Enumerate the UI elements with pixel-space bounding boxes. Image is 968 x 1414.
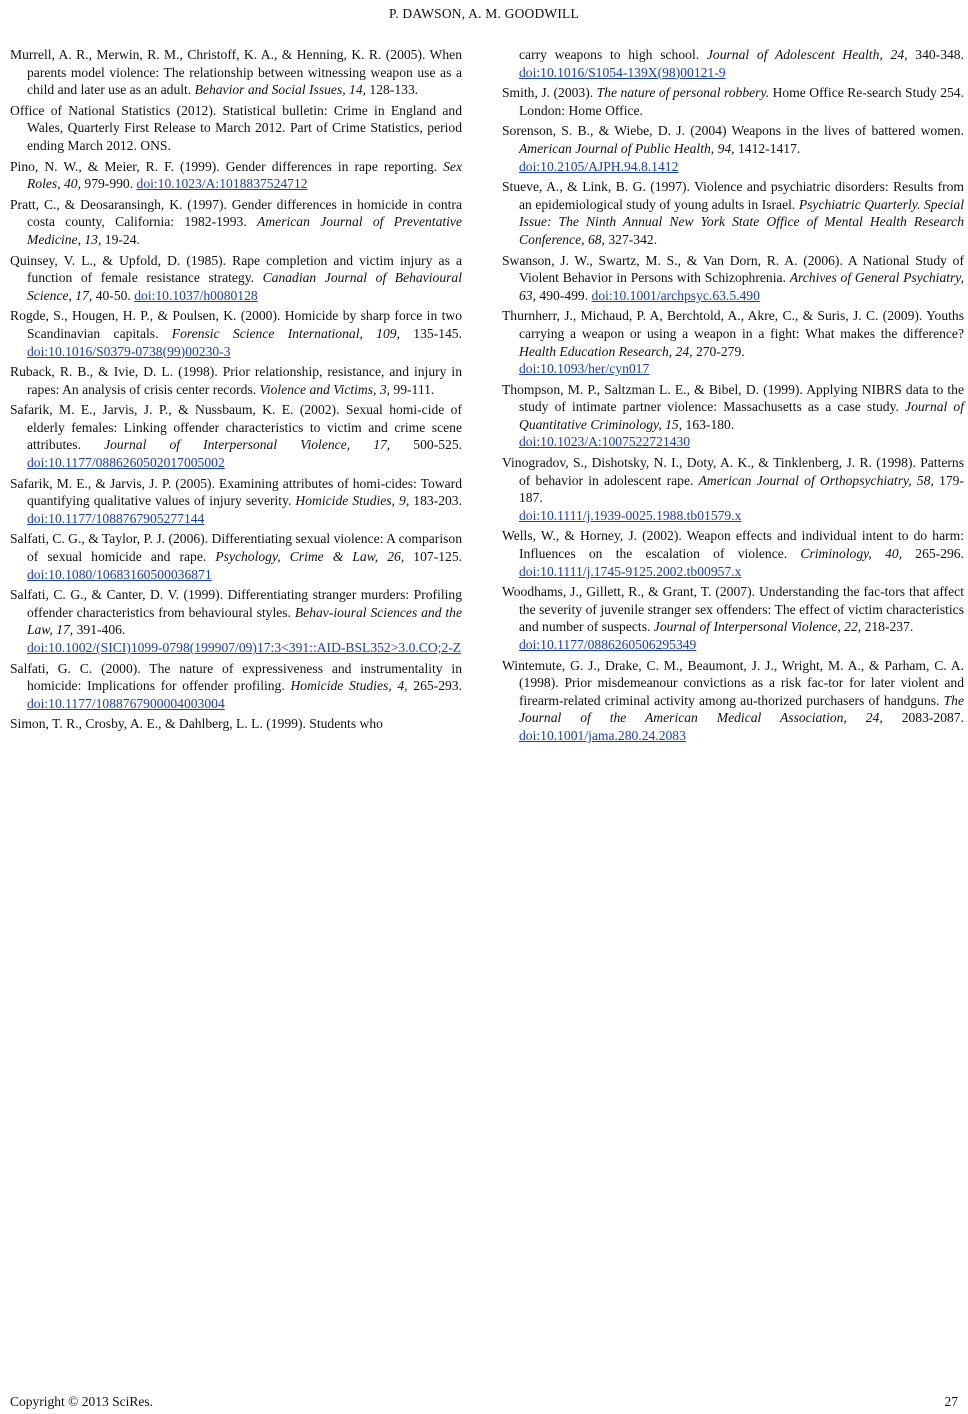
reference-entry: Ruback, R. B., & Ivie, D. L. (1998). Prior relationship, resistance, and injury in rapes: An analysis of crisis center records. Violence and Victims, 3, 99-111.	[10, 364, 462, 397]
copyright-notice: Copyright © 2013 SciRes.	[10, 1394, 154, 1409]
page-number: 27	[944, 1394, 958, 1409]
reference-entry: Quinsey, V. L., & Upfold, D. (1985). Rape completion and victim injury as a function of female resistance strategy. Canadian Journal of Behavioural Science, 17, 40-50. doi:10.1037/h0080128	[10, 252, 462, 303]
reference-entry-continuation: carry weapons to high school. Journal of Adolescent Health, 24, 340-348. doi:10.1016/S1054-139X(98)00121-9	[519, 47, 964, 80]
reference-entry: Salfati, G. C. (2000). The nature of expressiveness and instrumentality in homicide: Implications for offender profiling. Homicide Studies, 4, 265-293. doi:10.1177/1088767900004003004	[10, 660, 462, 711]
doi-link[interactable]: doi:10.1177/0886260506295349	[519, 637, 697, 652]
reference-entry: Wells, W., & Horney, J. (2002). Weapon effects and individual intent to do harm: Influences on the escalation of violence. Criminology, 40, 265-296. doi:10.1111/j.1745-9125.2002.tb00957.x	[502, 528, 965, 579]
references-left-column	[10, 46, 462, 736]
reference-entry: Pino, N. W., & Meier, R. F. (1999). Gender differences in rape reporting. Sex Roles, 40, 979-990. doi:10.1023/A:1018837524712	[10, 158, 462, 192]
doi-link[interactable]: doi:10.1093/her/cyn017	[519, 361, 650, 377]
doi-link[interactable]: doi:10.1111/j.1939-0025.1988.tb01579.x	[519, 507, 742, 523]
doi-link[interactable]: doi:10.1001/jama.280.24.2083	[519, 727, 686, 743]
reference-entry: Rogde, S., Hougen, H. P., & Poulsen, K. (2000). Homicide by sharp force in two Scandinavian capitals. Forensic Science International, 109, 135-145. doi:10.1016/S0379-0738(99)00230-3	[10, 308, 462, 359]
reference-entry: Stueve, A., & Link, B. G. (1997). Violence and psychiatric disorders: Results from an epidemiological study of young adults in Israel. Psychiatric Quarterly. Special Issue: The Ninth Annual New York State Office of Mental Health Research Conference, 68, 327-342.	[502, 179, 964, 247]
reference-entry: Swanson, J. W., Swartz, M. S., & Van Dorn, R. A. (2006). A National Study of Violent Behavior in Persons with Schizophrenia. Archives of General Psychiatry, 63, 490-499. doi:10.1001/archpsyc.63.5.490	[502, 252, 964, 303]
doi-link[interactable]: doi:10.1037/h0080128	[134, 287, 258, 303]
doi-link[interactable]: doi:10.1023/A:1007522721430	[519, 434, 691, 450]
reference-entry: Pratt, C., & Deosaransingh, K. (1997). Gender differences in homicide in contra costa county, California: 1982-1993. American Journal of Preventative Medicine, 13, 19-24.	[10, 196, 462, 247]
doi-link[interactable]: doi:10.1177/0886260502017005002	[27, 455, 225, 471]
reference-entry: Thurnherr, J., Michaud, P. A, Berchtold, A., Akre, C., & Suris, J. C. (2009). Youths carrying a weapon or using a weapon in a fight: What makes the difference? Health Education Research, 24, 270-279. doi:10.1093/her/cyn017	[502, 308, 964, 377]
running-header: P. DAWSON, A. M. GOODWILL	[389, 6, 579, 21]
references-right-column	[502, 46, 964, 748]
doi-link[interactable]: doi:10.1016/S0379-0738(99)00230-3	[27, 343, 231, 359]
doi-link[interactable]: doi:10.1111/j.1745-9125.2002.tb00957.x	[519, 563, 742, 579]
doi-link[interactable]: doi:10.1177/1088767900004003004	[27, 695, 225, 711]
doi-link[interactable]: doi:10.1080/10683160500036871	[27, 566, 212, 582]
reference-entry: Vinogradov, S., Dishotsky, N. I., Doty, A. K., & Tinklenberg, J. R. (1998). Patterns of behavior in adolescent rape. American Journal of Orthopsychiatry, 58, 179-187. doi:10.1111/j.1939-0025.1988.tb01579.x	[502, 455, 965, 523]
reference-entry: Sorenson, S. B., & Wiebe, D. J. (2004) Weapons in the lives of battered women. American Journal of Public Health, 94, 1412-1417. doi:10.2105/AJPH.94.8.1412	[502, 123, 964, 174]
doi-link[interactable]: doi:10.1002/(SICI)1099-0798(199907/09)17:3<391::AID-BSL352>3.0.CO;2-Z	[27, 640, 462, 655]
reference-entry: Smith, J. (2003). The nature of personal robbery. Home Office Re-search Study 254. London: Home Office.	[502, 85, 965, 118]
reference-entry: Office of National Statistics (2012). Statistical bulletin: Crime in England and Wales, Quarterly First Release to March 2012. Part of Crime Statistics, period ending March 2012. ONS.	[10, 102, 462, 153]
reference-entry: Salfati, C. G., & Canter, D. V. (1999). Differentiating stranger murders: Profiling offender characteristics from behavioural styles. Behav-ioural Sciences and the Law, 17, 391-406. doi:10.1002/(SICI)1099-0798(199907/09)17:3<391::AID-BSL352>3.0.CO;2-Z	[10, 587, 462, 655]
reference-entry: Wintemute, G. J., Drake, C. M., Beaumont, J. J., Wright, M. A., & Parham, C. A. (1998). Prior misdemeanour convictions as a risk fac-tor for later violent and firearm-related criminal activity among au-thorized purchasers of handguns. The Journal of the American Medical Association, 24, 2083-2087. doi:10.1001/jama.280.24.2083	[502, 657, 964, 743]
reference-entry: Safarik, M. E., & Jarvis, J. P. (2005). Examining attributes of homi-cides: Toward quantifying qualitative values of injury severity. Homicide Studies, 9, 183-203. doi:10.1177/1088767905277144	[10, 475, 462, 526]
reference-entry: Safarik, M. E., Jarvis, J. P., & Nussbaum, K. E. (2002). Sexual homi-cide of elderly females: Linking offender characteristics to victim and crime scene attributes. Journal of Interpersonal Violence, 17, 500-525. doi:10.1177/0886260502017005002	[10, 402, 463, 471]
doi-link[interactable]: doi:10.1177/1088767905277144	[27, 510, 205, 526]
reference-entry: Murrell, A. R., Merwin, R. M., Christoff, K. A., & Henning, K. R. (2005). When parents model violence: The relationship between witnessing weapon use as a child and later use as an adult. Behavior and Social Issues, 14, 128-133.	[10, 47, 462, 98]
doi-link[interactable]: doi:10.2105/AJPH.94.8.1412	[519, 158, 679, 174]
doi-link[interactable]: doi:10.1016/S1054-139X(98)00121-9	[519, 64, 726, 80]
doi-link[interactable]: doi:10.1001/archpsyc.63.5.490	[591, 287, 760, 303]
doi-link[interactable]: doi:10.1023/A:1018837524712	[136, 176, 308, 192]
reference-entry: Thompson, M. P., Saltzman L. E., & Bibel, D. (1999). Applying NIBRS data to the study of intimate partner violence: Massachusetts as a case study. Journal of Quantitative Criminology, 15, 163-180. doi:10.1023/A:1007522721430	[502, 381, 965, 450]
reference-entry: Simon, T. R., Crosby, A. E., & Dahlberg, L. L. (1999). Students who	[10, 716, 383, 732]
reference-entry: Salfati, C. G., & Taylor, P. J. (2006). Differentiating sexual violence: A comparison of sexual homicide and rape. Psychology, Crime & Law, 26, 107-125. doi:10.1080/10683160500036871	[10, 531, 463, 582]
reference-entry: Woodhams, J., Gillett, R., & Grant, T. (2007). Understanding the fac-tors that affect the severity of juvenile stranger sex offenders: The effect of victim characteristics and number of suspects. Journal of Interpersonal Violence, 22, 218-237. doi:10.1177/0886260506295349	[502, 584, 964, 652]
